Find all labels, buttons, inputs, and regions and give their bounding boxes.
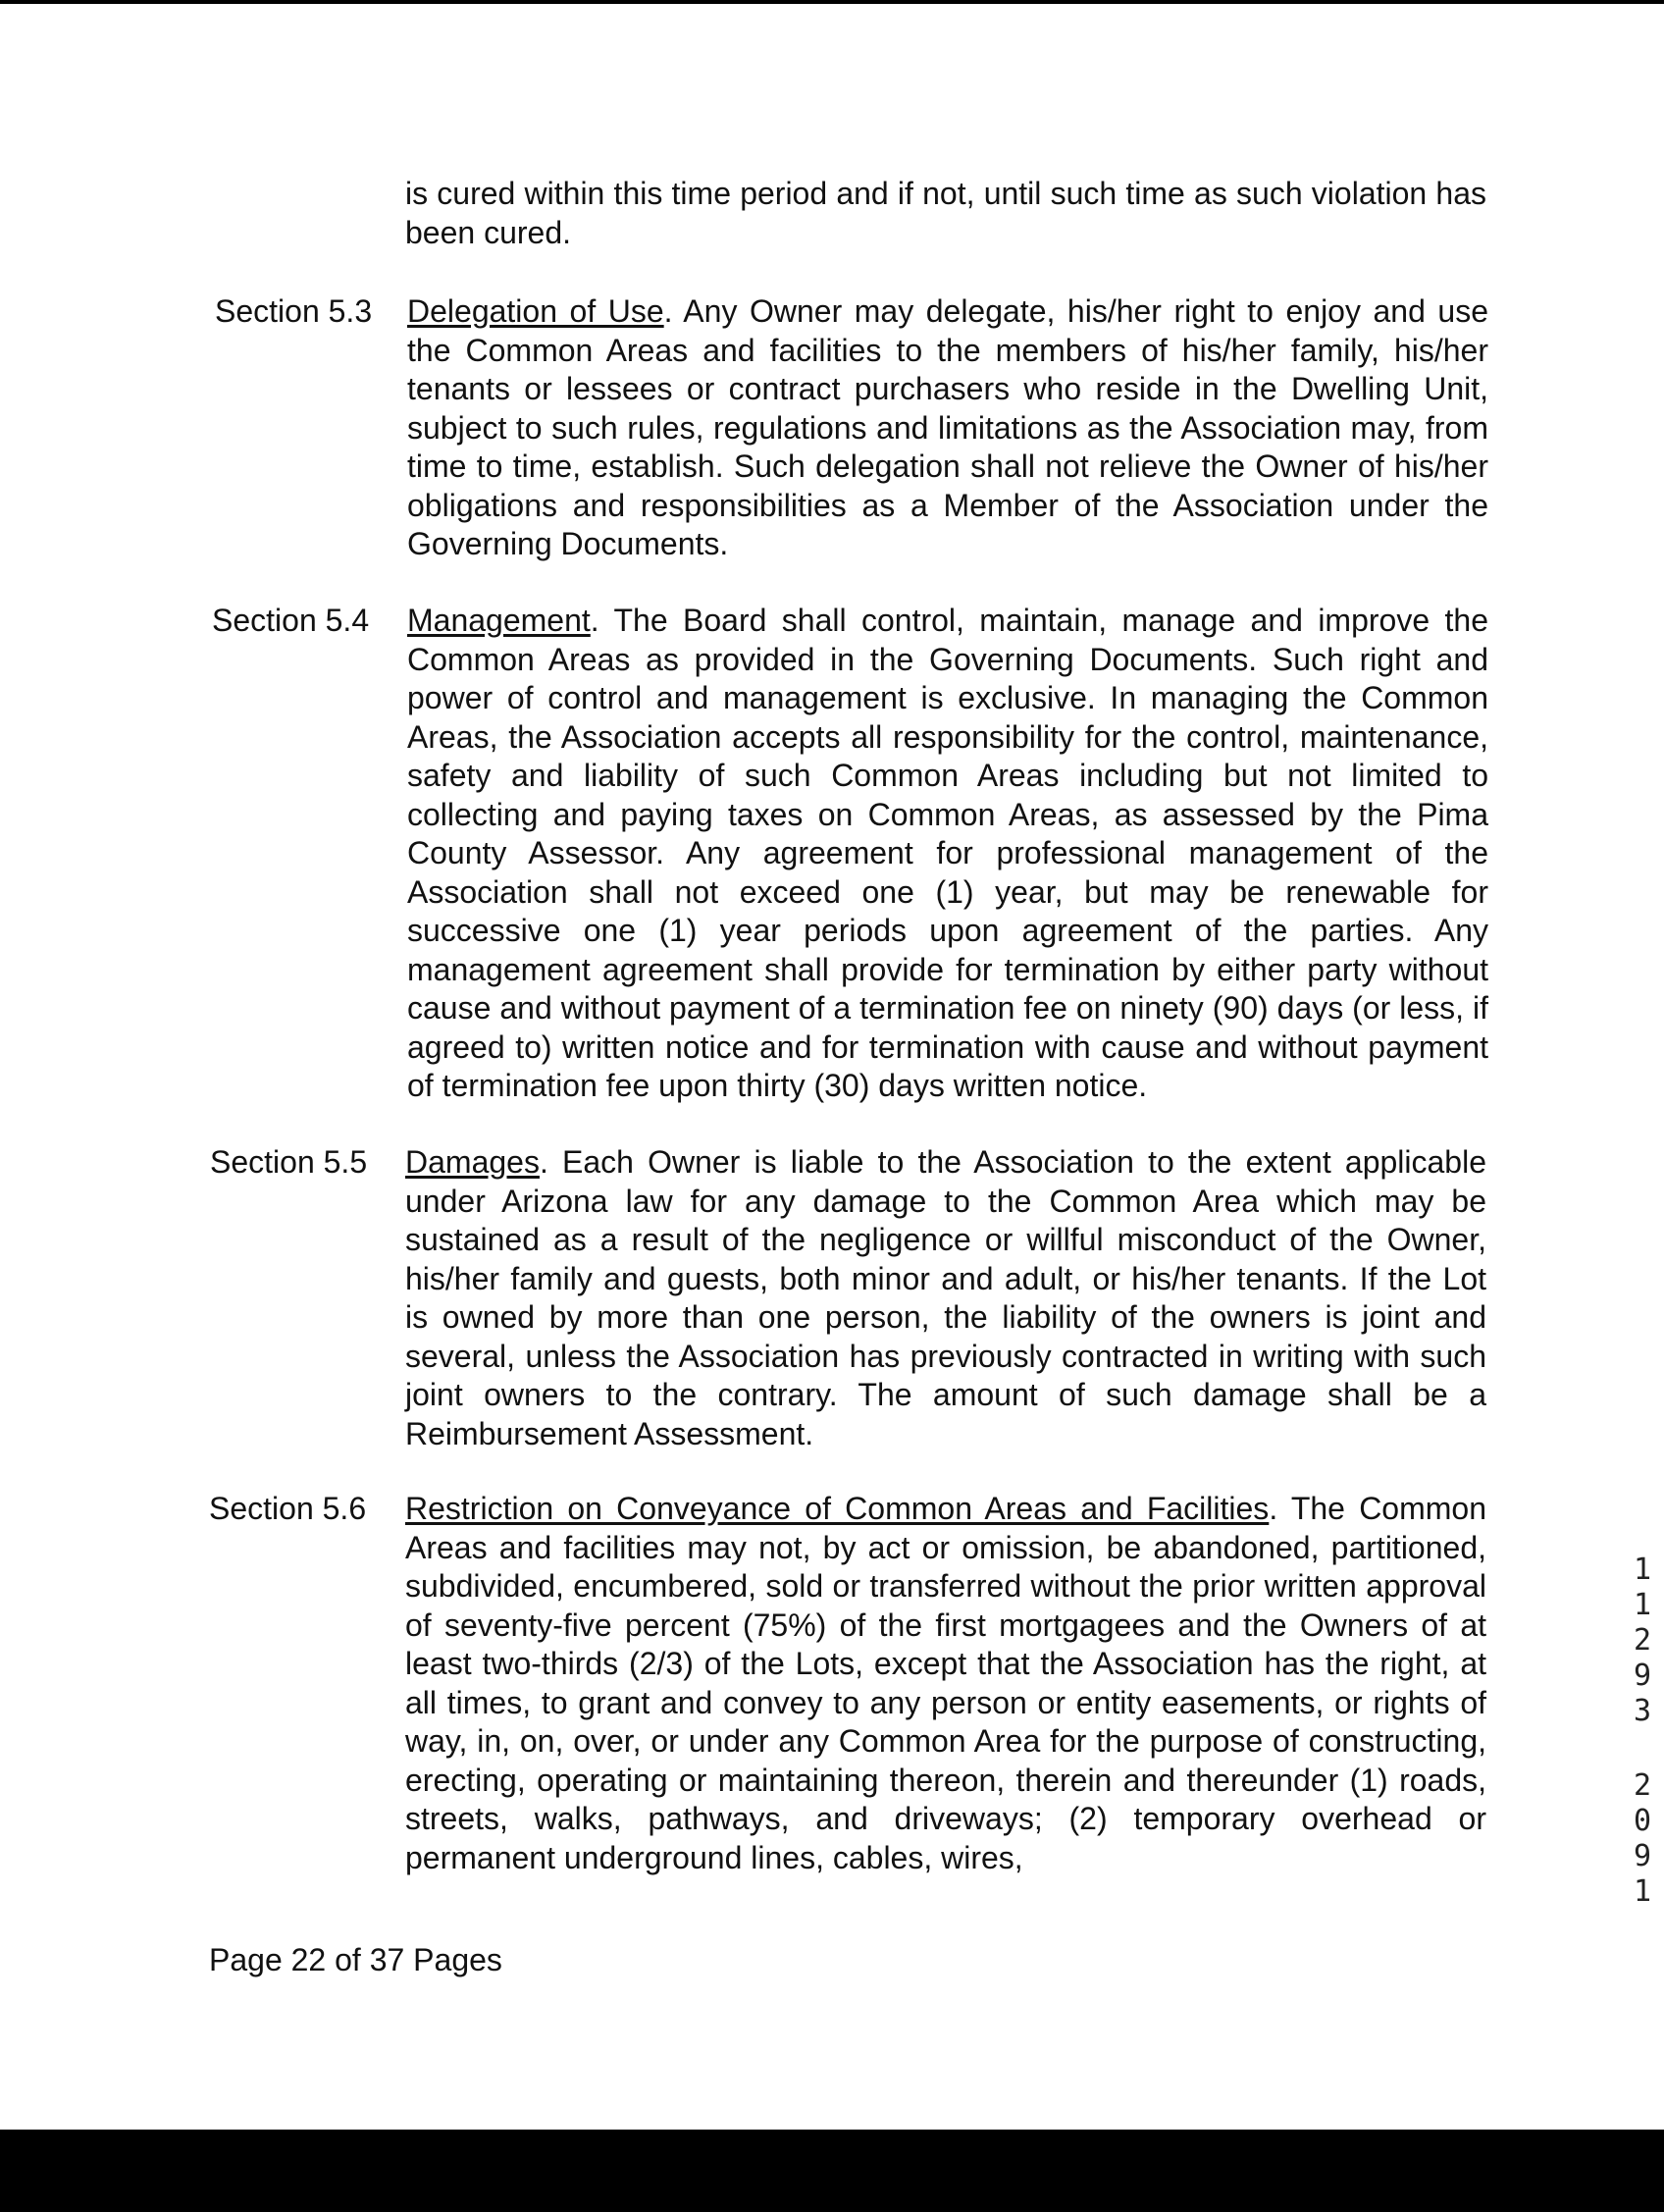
section-text: . The Board shall control, maintain, manage and improve the Common Areas as provided in the Governing Documents. Such right and power of control and management is exclusive. In managing the Common Areas, the Association accepts all responsibility for the control, maintenance, safety and liability of such Common Areas including but not limited to collecting and paying taxes on Common Areas, as assessed by the Pima County Assessor. Any agreement for professional management of the Association shall not exceed one (1) year, but may be renewable for successive one (1) year periods upon agreement of the parties. Any management agreement shall provide for termination by either party without cause and without payment of a termination fee on ninety (90) days (or less, if agreed to) written notice and for termination with cause and without payment of termination fee upon thirty (30) days written notice. bbox=[407, 603, 1488, 1103]
stamp-gap bbox=[1621, 1729, 1664, 1768]
scan-bottom-band bbox=[0, 2130, 1664, 2212]
section-text: . Any Owner may delegate, his/her right to enjoy and use the Common Areas and facilities to the members of his/her family, his/her tenants or lessees or contract purchasers who reside in the Dwelling Unit, subject to such rules, regulations and limitations as the Association may, from time to time, establish. Such delegation shall not relieve the Owner of his/her obligations and responsibilities as a Member of the Association under the Governing Documents. bbox=[407, 293, 1489, 561]
section-heading: Restriction on Conveyance of Common Areas and Facilities bbox=[405, 1491, 1270, 1526]
section-number: Section 5.5 bbox=[210, 1144, 368, 1180]
section-number: Section 5.4 bbox=[212, 603, 370, 638]
section-heading: Management bbox=[407, 603, 591, 638]
section-number: Section 5.6 bbox=[209, 1491, 367, 1526]
stamp-digit: 2 bbox=[1633, 1768, 1652, 1803]
section-body bbox=[405, 1143, 1486, 1453]
stamp-digit: 1 bbox=[1633, 1588, 1652, 1622]
page-footer: Page 22 of 37 Pages bbox=[209, 1942, 502, 1977]
stamp-digit: 1 bbox=[1633, 1874, 1652, 1909]
stamp-digit: 9 bbox=[1633, 1839, 1652, 1873]
section-heading: Delegation of Use bbox=[407, 293, 664, 329]
section-body bbox=[405, 1490, 1486, 1877]
recording-number-stamp bbox=[1621, 1553, 1664, 1910]
stamp-digit: 0 bbox=[1633, 1804, 1652, 1838]
stamp-digit: 1 bbox=[1633, 1553, 1652, 1587]
stamp-digit: 2 bbox=[1633, 1623, 1652, 1658]
stamp-digit: 3 bbox=[1633, 1694, 1652, 1728]
section-text: . The Common Areas and facilities may not, by act or omission, be abandoned, partitioned, subdivided, encumbered, sold or transferred without the prior written approval of seventy-five percent (75%) of the first mortgagees and the Owners of at least two-thirds (2/3) of the Lots, except that the Association has the right, at all times, to grant and convey to any person or entity easements, or rights of way, in, on, over, or under any Common Area for the purpose of constructing, erecting, operating or maintaining thereon, therein and thereunder (1) roads, streets, walks, pathways, and driveways; (2) temporary overhead or permanent underground lines, cables, wires, bbox=[405, 1491, 1487, 1875]
section-number: Section 5.3 bbox=[215, 293, 373, 329]
section-heading: Damages bbox=[405, 1144, 540, 1180]
intro-paragraph: is cured within this time period and if not, until such time as such violation has been cured. bbox=[405, 176, 1486, 250]
section-body bbox=[407, 602, 1488, 1106]
stamp-digit: 9 bbox=[1633, 1659, 1652, 1693]
section-body bbox=[407, 292, 1488, 564]
section-text: . Each Owner is liable to the Association to the extent applicable under Arizona law for any damage to the Common Area which may be sustained as a result of the negligence or willful misconduct of the Owner, his/her family and guests, both minor and adult, or his/her tenants. If the Lot is owned by more than one person, the liability of the owners is joint and several, unless the Association has previously contracted in writing with such joint owners to the contrary. The amount of such damage shall be a Reimbursement Assessment. bbox=[405, 1144, 1486, 1451]
